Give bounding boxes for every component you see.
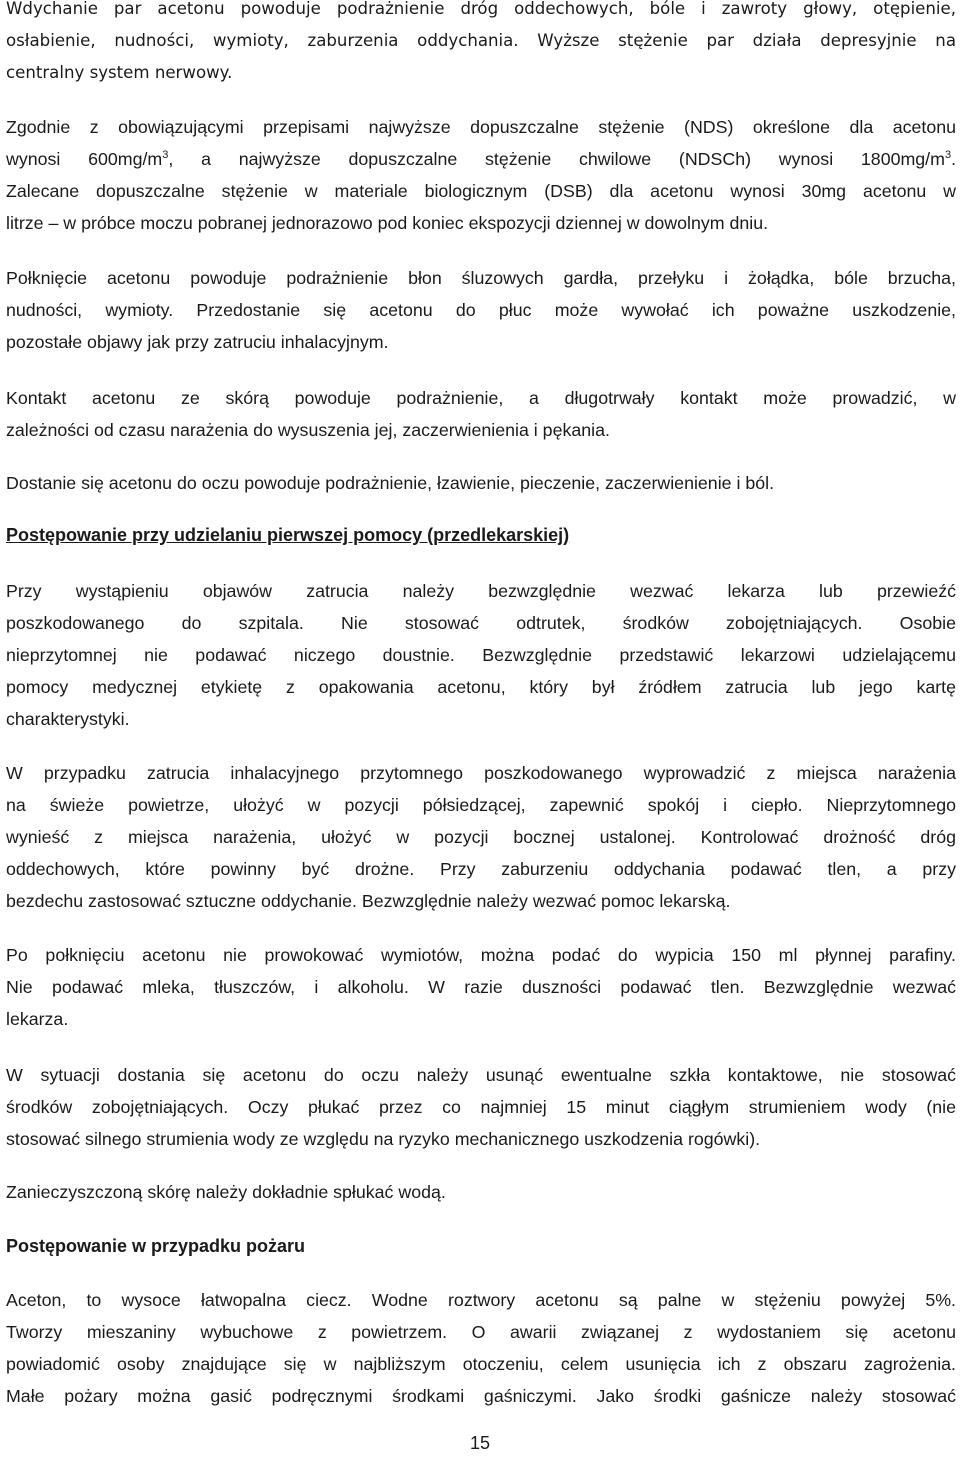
unit-exponent: 3 [944,149,952,161]
paragraph-line: powiadomić osoby znajdujące się w najbliższym otoczeniu, celem usunięcia ich z obszaru zagrożenia. [6,1354,956,1374]
paragraph-ingestion-effects [6,262,956,358]
paragraph-line: charakterystyki. [6,709,130,729]
paragraph-line: centralny system nerwowy. [6,63,233,82]
paragraph-line: osłabienie, nudności, wymioty, zaburzenia oddychania. Wyższe stężenie par działa depresyjnie na [6,31,956,50]
paragraph-line: wynieść z miejsca narażenia, ułożyć w pozycji bocznej ustalonej. Kontrolować drożność dróg [6,827,956,847]
paragraph-line: na świeże powietrze, ułożyć w pozycji półsiedzącej, zapewnić spokój i ciepło. Nieprzytomnego [6,795,956,815]
limit-text-ndsch: , a najwyższe dopuszczalne stężenie chwilowe (NDSCh) wynosi 1800mg/m [168,149,945,169]
paragraph-eye-effects [6,467,956,499]
paragraph-line: Kontakt acetonu ze skórą powoduje podrażnienie, a długotrwały kontakt może prowadzić, w [6,388,956,408]
paragraph-line: zależności od czasu narażenia do wysuszenia jej, zaczerwienienia i pękania. [6,420,610,440]
section-heading-fire: Postępowanie w przypadku pożaru [6,1236,306,1256]
paragraph-line: nudności, wymioty. Przedostanie się acetonu do płuc może wywołać ich poważne uszkodzenie, [6,300,956,320]
paragraph-fire [6,1284,956,1412]
paragraph-line: oddechowych, które powinny być drożne. Przy zaburzeniu oddychania podawać tlen, a przy [6,859,956,879]
paragraph-skin-effects [6,382,956,446]
paragraph-line: Zalecane dopuszczalne stężenie w materiale biologicznym (DSB) dla acetonu wynosi 30mg acetonu w [6,181,956,201]
paragraph-line: Przy wystąpieniu objawów zatrucia należy bezwzględnie wezwać lekarza lub przewieźć [6,581,956,601]
paragraph-eye-contact-aid [6,1059,956,1155]
page-number: 15 [469,1433,491,1453]
paragraph-first-aid [6,575,956,735]
paragraph-line: bezdechu zastosować sztuczne oddychanie. Bezwzględnie należy wezwać pomoc lekarską. [6,891,731,911]
paragraph-line: poszkodowanego do szpitala. Nie stosować odtrutek, środków zobojętniających. Osobie [6,613,956,633]
sentence-end: . [951,149,957,169]
paragraph-line: środków zobojętniających. Oczy płukać przez co najmniej 15 minut ciągłym strumieniem wody (nie [6,1097,956,1117]
paragraph-exposure-limits [6,111,956,239]
paragraph-line: pozostałe objawy jak przy zatruciu inhalacyjnym. [6,332,389,352]
paragraph-line: W sytuacji dostania się acetonu do oczu należy usunąć ewentualne szkła kontaktowe, nie stosować [6,1065,956,1085]
paragraph-line: Zgodnie z obowiązującymi przepisami najwyższe dopuszczalne stężenie (NDS) określone dla acetonu [6,117,956,137]
paragraph-line: pomocy medycznej etykietę z opakowania acetonu, który był źródłem zatrucia lub jego kartę [6,677,956,697]
paragraph-line: Nie podawać mleka, tłuszczów, i alkoholu. W razie duszności podawać tlen. Bezwzględnie wezwać [6,977,956,997]
paragraph-line: Małe pożary można gasić podręcznymi środkami gaśniczymi. Jako środki gaśnicze należy stosować [6,1386,956,1406]
paragraph-line: W przypadku zatrucia inhalacyjnego przytomnego poszkodowanego wyprowadzić z miejsca narażenia [6,763,956,783]
paragraph-swallowing-aid [6,939,956,1035]
paragraph-skin-wash [6,1176,956,1208]
paragraph-line: Po połknięciu acetonu nie prowokować wymiotów, można podać do wypicia 150 ml płynnej parafiny. [6,945,956,965]
section-heading-first-aid: Postępowanie przy udzielaniu pierwszej pomocy (przedlekarskiej) [6,525,570,545]
paragraph-line: lekarza. [6,1009,69,1029]
paragraph-vapour-effects [6,0,956,89]
unit-exponent: 3 [162,149,169,161]
paragraph-line: nieprzytomnej nie podawać niczego doustnie. Bezwzględnie przedstawić lekarzowi udzielającemu [6,645,956,665]
paragraph-line: Dostanie się acetonu do oczu powoduje podrażnienie, łzawienie, pieczenie, zaczerwienienie i ból. [6,473,775,493]
paragraph-line: Aceton, to wysoce łatwopalna ciecz. Wodne roztwory acetonu są palne w stężeniu powyżej 5%. [6,1290,956,1310]
paragraph-line: Tworzy mieszaniny wybuchowe z powietrzem. O awarii związanej z wydostaniem się acetonu [6,1322,956,1342]
limit-text-nds: wynosi 600mg/m [6,149,163,169]
paragraph-line: Zanieczyszczoną skórę należy dokładnie spłukać wodą. [6,1182,446,1202]
paragraph-line-with-units [6,143,956,175]
paragraph-inhalation-aid [6,757,956,917]
paragraph-line: Połknięcie acetonu powoduje podrażnienie błon śluzowych gardła, przełyku i żołądka, bóle brzucha, [6,268,956,288]
paragraph-line: litrze – w próbce moczu pobranej jednorazowo pod koniec ekspozycji dziennej w dowolnym dniu. [6,213,769,233]
paragraph-line: Wdychanie par acetonu powoduje podrażnienie dróg oddechowych, bóle i zawroty głowy, otępienie, [6,0,956,18]
paragraph-line: stosować silnego strumienia wody ze względu na ryzyko mechanicznego uszkodzenia rogówki). [6,1129,761,1149]
